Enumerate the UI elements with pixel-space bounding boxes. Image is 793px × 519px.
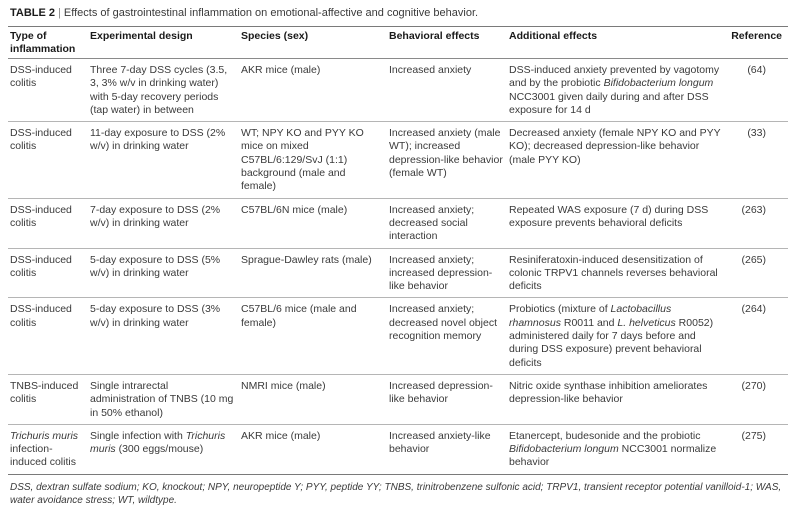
table-row (8, 374, 788, 424)
cell-type (8, 424, 88, 474)
cell-additional: Decreased anxiety (female NPY KO and PYY KO); decreased depression-like behavior (male PYY KO) (507, 122, 727, 198)
cell-behavioral: Increased anxiety (male WT); increased depression-like behavior (female WT) (387, 122, 507, 198)
cell-design (88, 424, 239, 474)
table-row (8, 198, 788, 248)
cell-species: NMRI mice (male) (239, 374, 387, 424)
cell-additional (507, 424, 727, 474)
cell-type: DSS-induced colitis (8, 298, 88, 374)
table-row (8, 424, 788, 474)
table-row (8, 59, 788, 122)
caption-text: Effects of gastrointestinal inflammation on emotional-affective and cognitive behavior. (63, 7, 479, 19)
cell-type: DSS-induced colitis (8, 122, 88, 198)
cell-reference: (270) (727, 374, 788, 424)
cell-additional: Resiniferatoxin-induced desensitization of colonic TRPV1 channels reverses behavioral deficits (507, 248, 727, 298)
cell-design: 5-day exposure to DSS (3% w/v) in drinking water (88, 298, 239, 374)
cell-design: Single intrarectal administration of TNBS (10 mg in 50% ethanol) (88, 374, 239, 424)
text-run: Single infection with (90, 429, 186, 442)
cell-behavioral: Increased anxiety-like behavior (387, 424, 507, 474)
table-row (8, 248, 788, 298)
cell-reference: (265) (727, 248, 788, 298)
cell-species: AKR mice (male) (239, 59, 387, 122)
header-design: Experimental design (88, 27, 239, 59)
text-run: Etanercept, budesonide and the probiotic (509, 429, 701, 442)
cell-type: DSS-induced colitis (8, 248, 88, 298)
cell-behavioral: Increased anxiety (387, 59, 507, 122)
cell-type: TNBS-induced colitis (8, 374, 88, 424)
header-species: Species (sex) (239, 27, 387, 59)
effects-table (8, 27, 788, 475)
cell-behavioral: Increased depression-like behavior (387, 374, 507, 424)
text-run: Probiotics (mixture of (509, 303, 611, 316)
cell-additional: Repeated WAS exposure (7 d) during DSS exposure prevents behavioral deficits (507, 198, 727, 248)
text-run: R0011 and (560, 316, 618, 329)
table-row (8, 298, 788, 374)
species-name-italic: Trichuris muris (90, 429, 226, 456)
cell-design: 5-day exposure to DSS (5% w/v) in drinking water (88, 248, 239, 298)
header-type: Type of inflammation (8, 27, 88, 59)
text-run: NCC3001 given daily during and after DSS exposure for 14 d (509, 90, 709, 116)
header-behavioral: Behavioral effects (387, 27, 507, 59)
cell-type: DSS-induced colitis (8, 59, 88, 122)
cell-additional: Nitric oxide synthase inhibition ameliorates depression-like behavior (507, 374, 727, 424)
cell-type: DSS-induced colitis (8, 198, 88, 248)
species-name-italic: Bifidobacterium longum (509, 443, 619, 456)
species-name-italic: L. helveticus (617, 316, 676, 329)
text-run: DSS-induced anxiety prevented by vagotomy and by the probiotic (509, 64, 720, 90)
cell-design: 7-day exposure to DSS (2% w/v) in drinking water (88, 198, 239, 248)
species-name-italic: Bifidobacterium longum (603, 77, 714, 90)
text-run: NCC3001 normalize behavior (509, 443, 717, 469)
species-name-italic: Trichuris muris (10, 429, 79, 442)
table-footnote: DSS, dextran sulfate sodium; KO, knockout; NPY, neuropeptide Y; PYY, peptide YY; TNBS, trinitrobenzene sulfonic acid; TRPV1, transient receptor potential vanilloid-1; WAS, water avoidance stress; WT, wildtype. (10, 481, 782, 506)
cell-behavioral: Increased anxiety; increased depression-like behavior (387, 248, 507, 298)
cell-species: C57BL/6 mice (male and female) (239, 298, 387, 374)
cell-reference: (264) (727, 298, 788, 374)
cell-design: Three 7-day DSS cycles (3.5, 3, 3% w/v in drinking water) with 5-day recovery periods (tap water) in between (88, 59, 239, 122)
header-reference: Reference (727, 27, 788, 59)
header-row (8, 27, 788, 59)
cell-behavioral: Increased anxiety; decreased novel object recognition memory (387, 298, 507, 374)
cell-species: AKR mice (male) (239, 424, 387, 474)
cell-species: C57BL/6N mice (male) (239, 198, 387, 248)
text-run: R0052) administered daily for 7 days before and during DSS exposure) prevent behavioral deficits (509, 316, 714, 369)
cell-species: Sprague-Dawley rats (male) (239, 248, 387, 298)
cell-reference: (33) (727, 122, 788, 198)
table-figure (8, 6, 788, 507)
text-run: (300 eggs/mouse) (115, 443, 204, 456)
caption-separator: | (58, 7, 61, 19)
header-additional: Additional effects (507, 27, 727, 59)
cell-reference: (263) (727, 198, 788, 248)
cell-reference: (64) (727, 59, 788, 122)
cell-design: 11-day exposure to DSS (2% w/v) in drinking water (88, 122, 239, 198)
cell-behavioral: Increased anxiety; decreased social interaction (387, 198, 507, 248)
cell-additional (507, 298, 727, 374)
cell-species: WT; NPY KO and PYY KO mice on mixed C57BL/6:129/SvJ (1:1) background (male and female) (239, 122, 387, 198)
table-label: TABLE 2 (10, 7, 56, 19)
text-run: infection-induced colitis (10, 443, 76, 469)
cell-reference: (275) (727, 424, 788, 474)
species-name-italic: Lactobacillus rhamnosus (509, 303, 672, 329)
table-row (8, 122, 788, 198)
cell-additional (507, 59, 727, 122)
table-caption (10, 6, 788, 20)
